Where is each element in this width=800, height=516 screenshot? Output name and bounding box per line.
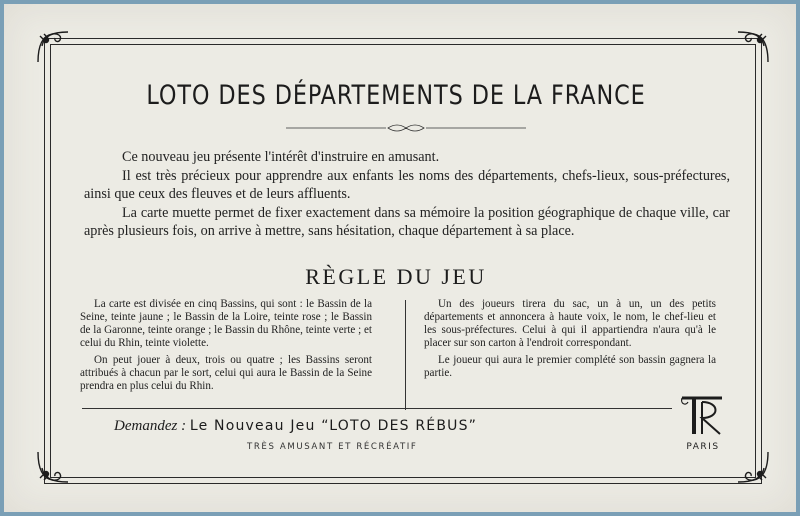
intro-text (84, 148, 730, 241)
advert-label: Demandez : (114, 418, 187, 434)
publisher-city: PARIS (686, 442, 720, 452)
rules-paragraph: On peut jouer à deux, trois ou quatre ; les Bassins seront attribués à chacun par le sort, celui qui aura le Bassin de la Seine prendra en plus celui du Rhin. (80, 354, 372, 392)
title-divider (286, 124, 526, 132)
rules-paragraph: Un des joueurs tirera du sac, un à un, un des petits départements et annoncera à haute voix, le nom, le chef-lieu et les sous-préfectures. Celui à qui il appartiendra n'aura qu'à le placer sur son carton à l'endroit correspondant. (424, 298, 716, 349)
footer-rule (82, 408, 672, 409)
rules-right-column (424, 298, 716, 384)
corner-ornament-icon (32, 26, 72, 66)
page-title: LOTO DES DÉPARTEMENTS DE LA FRANCE (146, 80, 646, 111)
advert-game-name: Le Nouveau Jeu “LOTO DES RÉBUS” (189, 418, 478, 434)
corner-ornament-icon (32, 448, 72, 488)
publisher-monogram-icon (676, 392, 728, 438)
advert-line (114, 418, 477, 435)
column-divider (405, 300, 406, 410)
rules-heading: RÈGLE DU JEU (305, 264, 487, 289)
advert-tagline: TRÈS AMUSANT ET RÉCRÉATIF (247, 442, 418, 452)
intro-paragraph: La carte muette permet de fixer exactement dans sa mémoire la position géographique de chaque ville, car après plusieurs fois, on arrive à mettre, sans hésitation, chaque département à sa place. (84, 204, 730, 240)
intro-paragraph: Ce nouveau jeu présente l'intérêt d'instruire en amusant. (122, 149, 440, 165)
rules-paragraph: Le joueur qui aura le premier complété son bassin gagnera la partie. (424, 354, 716, 379)
rules-paragraph: La carte est divisée en cinq Bassins, qui sont : le Bassin de la Seine, teinte jaune ; le Bassin de la Loire, teinte rose ; le Bassin de la Garonne, teinte orange ; le Bassin du Rhône, teinte verte ; et celui du Rhin, teinte violette. (80, 298, 372, 349)
intro-paragraph: Il est très précieux pour apprendre aux enfants les noms des départements, chefs-lieux, sous-préfectures, ainsi que ceux des fleuves et de leurs affluents. (84, 167, 730, 203)
rules-left-column (80, 298, 372, 397)
corner-ornament-icon (734, 26, 774, 66)
corner-ornament-icon (734, 448, 774, 488)
